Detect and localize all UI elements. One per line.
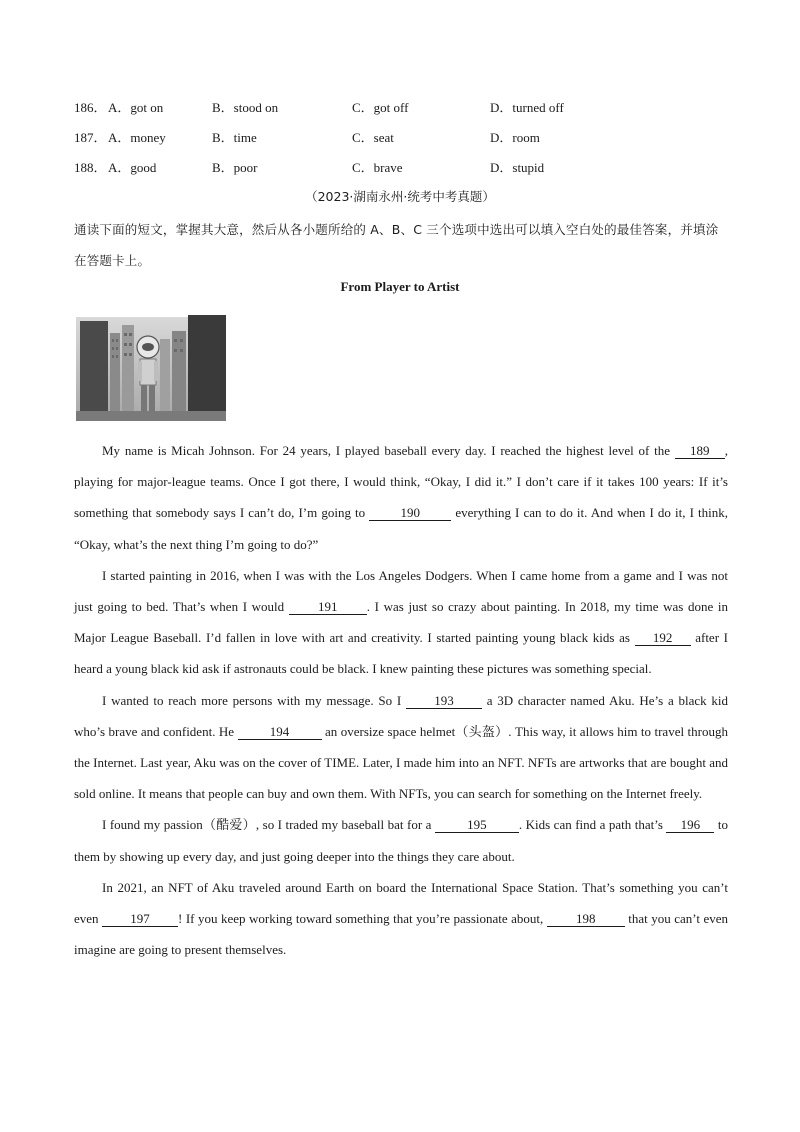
text: a 3D character named Aku. He’s a black kid who’s brave and confident. He xyxy=(74,692,729,739)
option-d: D．stupid xyxy=(490,160,545,175)
question-number: 187． xyxy=(74,130,107,145)
paragraph-5 xyxy=(74,872,728,966)
instructions: 通读下面的短文，掌握其大意，然后从各小题所给的 A、B、C 三个选项中选出可以填入空白处的最佳答案，并填涂在答题卡上。 xyxy=(74,222,719,268)
passage-body xyxy=(74,435,728,965)
blank-193: 193 xyxy=(406,693,482,709)
passage-title: From Player to Artist xyxy=(340,279,460,294)
option-a: A．money xyxy=(108,130,166,145)
blank-190: 190 xyxy=(369,505,451,521)
option-a: A．got on xyxy=(108,100,164,115)
blank-194: 194 xyxy=(238,724,322,740)
text: to them by showing up every day, and just going deeper into the things they care about. xyxy=(74,817,728,864)
option-b: B．stood on xyxy=(212,100,279,115)
text: I found my passion（酷爱）, so I traded my baseball bat for a xyxy=(102,817,435,833)
text: everything I can to do it. And when I do it, I think, “Okay, what’s the next thing I’m going to do?” xyxy=(74,505,728,552)
blank-189: 189 xyxy=(675,443,725,459)
text: an oversize space helmet（头盔）. This way, it allows him to travel through the Internet. Last year, Aku was on the cover of TIME. Later, I made him into an NFT. NFTs are artworks that are bought and sold online. It means that people can buy and own them. With NFTs, you can search for something on the Internet freely. xyxy=(74,723,728,802)
question-number: 186． xyxy=(74,100,107,115)
text: , playing for major-league teams. Once I got there, I would think, “Okay, I did it.” I don’t care if it takes 100 years: If it’s something that somebody says I can’t do, I’m going to xyxy=(74,443,728,521)
text: My name is Micah Johnson. For 24 years, I played baseball every day. I reached the highest level of the xyxy=(102,443,675,458)
blank-198: 198 xyxy=(547,911,625,927)
paragraph-2 xyxy=(74,560,728,685)
blank-191: 191 xyxy=(289,599,367,615)
option-c: C．brave xyxy=(352,160,403,175)
text: . Kids can find a path that’s xyxy=(518,817,667,833)
option-c: C．got off xyxy=(352,100,409,115)
option-b: B．poor xyxy=(212,160,258,175)
option-b: B．time xyxy=(212,130,257,145)
blank-192: 192 xyxy=(635,630,691,646)
blank-195: 195 xyxy=(435,817,519,833)
text: that you can’t even imagine are going to present themselves. xyxy=(74,911,728,958)
text: I wanted to reach more persons with my message. So I xyxy=(102,692,406,708)
blank-197: 197 xyxy=(102,911,178,927)
text: . I was just so crazy about painting. In 2018, my time was done in Major League Baseball. I’d fallen in love with art and creativity. I started painting young black kids as xyxy=(74,599,728,646)
option-d: D．room xyxy=(490,130,540,145)
text: after I heard a young black kid ask if astronauts could be black. I knew painting these pictures was something special. xyxy=(74,630,728,677)
paragraph-4 xyxy=(74,809,728,871)
option-d: D．turned off xyxy=(490,100,564,115)
paragraph-1 xyxy=(74,435,728,560)
text: In 2021, an NFT of Aku traveled around Earth on board the International Space Station. That’s something you can’t even xyxy=(74,879,728,927)
blank-196: 196 xyxy=(666,817,714,833)
paragraph-3 xyxy=(74,685,728,810)
option-a: A．good xyxy=(108,160,157,175)
question-number: 188． xyxy=(74,160,107,175)
text: I started painting in 2016, when I was with the Los Angeles Dodgers. When I came home from a game and I was not just going to bed. That’s when I would xyxy=(74,567,728,615)
astronaut-kid-illustration xyxy=(76,313,228,423)
source-citation: （2023·湖南永州·统考中考真题） xyxy=(305,189,495,204)
text: ! If you keep working toward something that you’re passionate about, xyxy=(178,911,547,927)
option-c: C．seat xyxy=(352,130,394,145)
